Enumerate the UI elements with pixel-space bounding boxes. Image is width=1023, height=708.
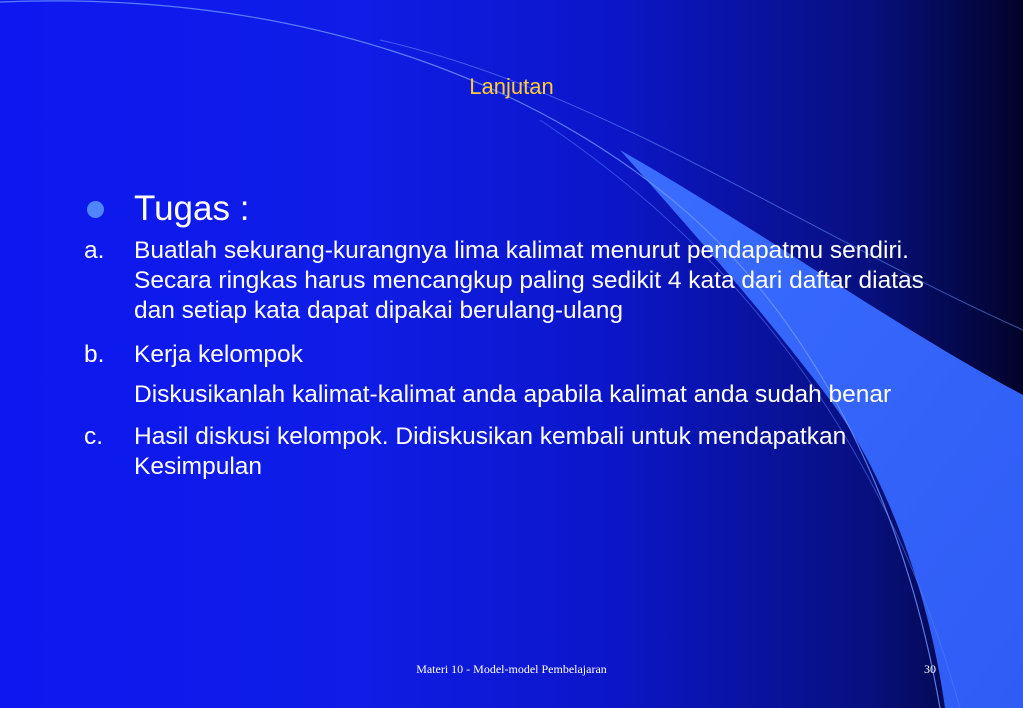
slide-footer: Materi 10 - Model-model Pembelajaran [416, 662, 607, 676]
list-item-text: Buatlah sekurang-kurangnya lima kalimat menurut pendapatmu sendiri. Secara ringkas harus mencangkup paling sedikit 4 kata dari daftar diatas dan setiap kata dapat dipakai berulang-ulang [134, 237, 924, 324]
list-marker: a. [84, 237, 105, 264]
bullet-heading [84, 188, 944, 230]
slide-title: Lanjutan [469, 74, 554, 99]
list-item-b-detail [84, 380, 944, 410]
slide-content [84, 188, 944, 494]
bullet-dot-icon [87, 201, 104, 218]
list-marker: c. [84, 423, 104, 450]
bullet-heading-text: Tugas : [134, 189, 250, 228]
list-marker: b. [84, 341, 105, 368]
list-item-a [84, 236, 944, 326]
page-number: 30 [924, 662, 936, 676]
list-item-c [84, 422, 944, 482]
list-item-text: Kerja kelompok [134, 341, 303, 368]
list-item-text: Diskusikanlah kalimat-kalimat anda apabila kalimat anda sudah benar [134, 381, 892, 408]
list-item-b [84, 340, 944, 370]
list-item-text: Hasil diskusi kelompok. Didiskusikan kembali untuk mendapatkan Kesimpulan [134, 423, 847, 480]
